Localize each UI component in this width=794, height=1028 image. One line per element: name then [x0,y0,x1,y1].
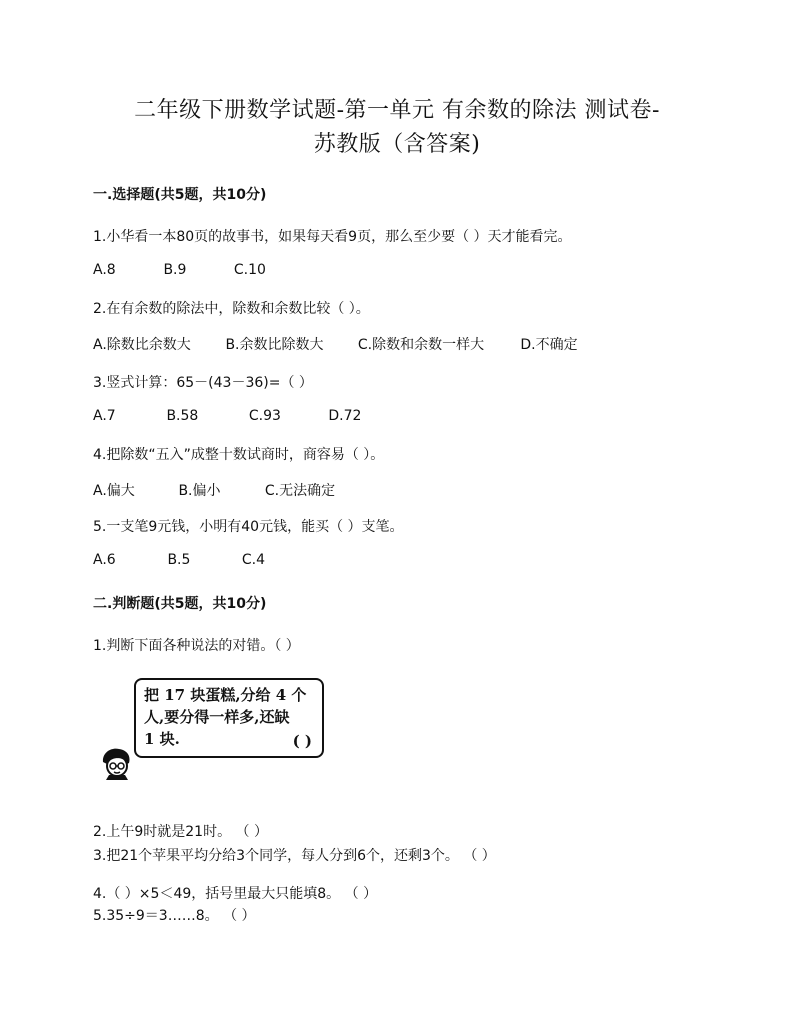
bubble-line-2: 人,要分得一样多,还缺 [144,708,290,726]
page-title-line1: 二年级下册数学试题-第一单元 有余数的除法 测试卷- [134,98,660,123]
option-b: B.5 [167,552,191,568]
section-heading-choice: 一.选择题(共5题，共10分) [93,187,267,203]
bubble-answer-paren: ( ) [292,732,312,750]
speech-bubble [134,678,324,758]
question-3: 3.竖式计算：65－(43－36)=（ ） [93,375,313,391]
bubble-line-3: 1 块. [144,730,180,748]
question-2-options [93,334,578,354]
option-a: A.7 [93,408,116,424]
option-c: C.无法确定 [264,483,336,499]
judge-question-5: 5.35÷9＝3……8。 （ ） [93,908,256,924]
option-a: A.6 [93,552,116,568]
question-5: 5.一支笔9元钱，小明有40元钱，能买（ ）支笔。 [93,519,404,535]
option-b: B.偏小 [178,483,221,499]
option-a: A.8 [93,262,116,278]
question-3-options [93,408,361,424]
option-a: A.偏大 [93,483,135,499]
judge-question-4: 4.（ ）×5＜49，括号里最大只能填8。 （ ） [93,886,378,902]
judge-question-2: 2.上午9时就是21时。 （ ） [93,824,268,840]
option-c: C.除数和余数一样大 [357,337,485,353]
option-b: B.余数比除数大 [225,337,324,353]
page-title-line2: 苏教版（含答案) [313,132,481,157]
judge-question-1: 1.判断下面各种说法的对错。（ ） [93,638,300,654]
option-d: D.不确定 [520,337,578,353]
option-d: D.72 [328,408,362,424]
option-a: A.除数比余数大 [93,337,191,353]
question-4-options [93,480,335,500]
option-c: C.4 [241,552,266,568]
option-c: C.93 [248,408,281,424]
bubble-line-1: 把 17 块蛋糕,分给 4 个 [144,686,307,704]
section-heading-judgement: 二.判断题(共5题，共10分) [93,596,267,612]
option-b: B.58 [166,408,199,424]
speech-figure [100,676,330,786]
question-2: 2.在有余数的除法中，除数和余数比较（ ）。 [93,301,370,317]
question-4: 4.把除数“五入”成整十数试商时，商容易（ ）。 [93,447,385,463]
question-1: 1.小华看一本80页的故事书，如果每天看9页，那么至少要（ ）天才能看完。 [93,229,572,245]
option-c: C.10 [233,262,266,278]
question-1-options [93,262,266,278]
option-b: B.9 [163,262,187,278]
person-head-icon [100,746,134,780]
judge-question-3: 3.把21个苹果平均分给3个同学，每人分到6个，还剩3个。 （ ） [93,848,496,864]
question-5-options [93,552,265,568]
